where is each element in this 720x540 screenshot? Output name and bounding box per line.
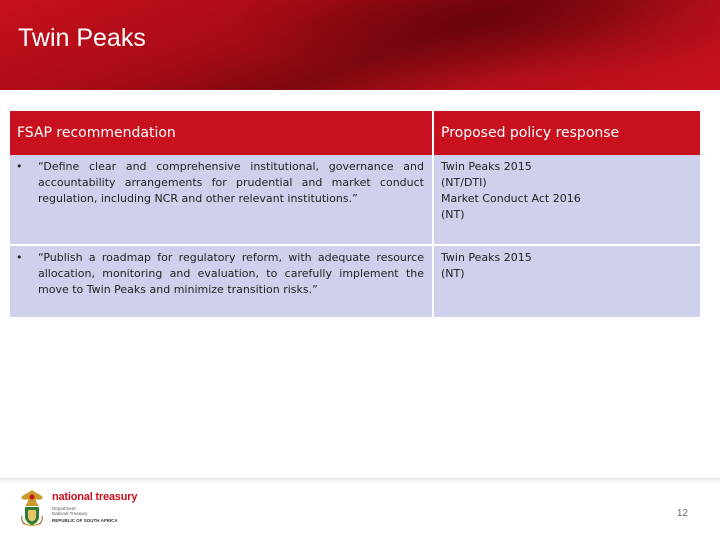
bullet-icon: • xyxy=(16,160,23,173)
response-line: (NT/DTI) xyxy=(441,176,487,189)
footer-divider-shadow xyxy=(0,479,720,485)
recommendation-text: “Publish a roadmap for regulatory reform, with adequate resource allocation, monitoring and evaluation, to carefully implement the move to Twin Peaks and minimize transition risks.” xyxy=(38,251,424,296)
response-cell xyxy=(433,155,700,245)
bullet-icon: • xyxy=(16,251,23,264)
banner-sheen xyxy=(220,0,720,80)
table-row xyxy=(10,245,700,318)
coat-of-arms-icon xyxy=(18,488,46,528)
response-line: (NT) xyxy=(441,208,465,221)
response-line: Market Conduct Act 2016 xyxy=(441,192,581,205)
page-number: 12 xyxy=(676,508,688,519)
response-line: Twin Peaks 2015 xyxy=(441,160,532,173)
national-treasury-logo xyxy=(18,488,148,528)
table-row xyxy=(10,155,700,245)
recommendation-cell xyxy=(10,155,433,245)
table-header-row xyxy=(10,111,700,155)
response-line: Twin Peaks 2015 xyxy=(441,251,532,264)
recommendation-text: “Define clear and comprehensive institutional, governance and accountability arrangements for prudential and market conduct regulation, including NCR and other relevant institutions.” xyxy=(38,160,424,205)
response-line: (NT) xyxy=(441,267,465,280)
response-cell xyxy=(433,245,700,318)
recommendation-cell xyxy=(10,245,433,318)
logo-brand-text: national treasury xyxy=(52,491,138,503)
logo-sub-text: National Treasury xyxy=(52,511,88,516)
recommendation-table xyxy=(10,111,700,319)
header-fsap-recommendation: FSAP recommendation xyxy=(10,111,433,155)
logo-sub-text: REPUBLIC OF SOUTH AFRICA xyxy=(52,518,118,523)
header-proposed-policy-response: Proposed policy response xyxy=(433,111,700,155)
title-banner xyxy=(0,0,720,90)
logo-sub-text: Department: xyxy=(52,506,77,511)
slide-title: Twin Peaks xyxy=(18,24,146,52)
